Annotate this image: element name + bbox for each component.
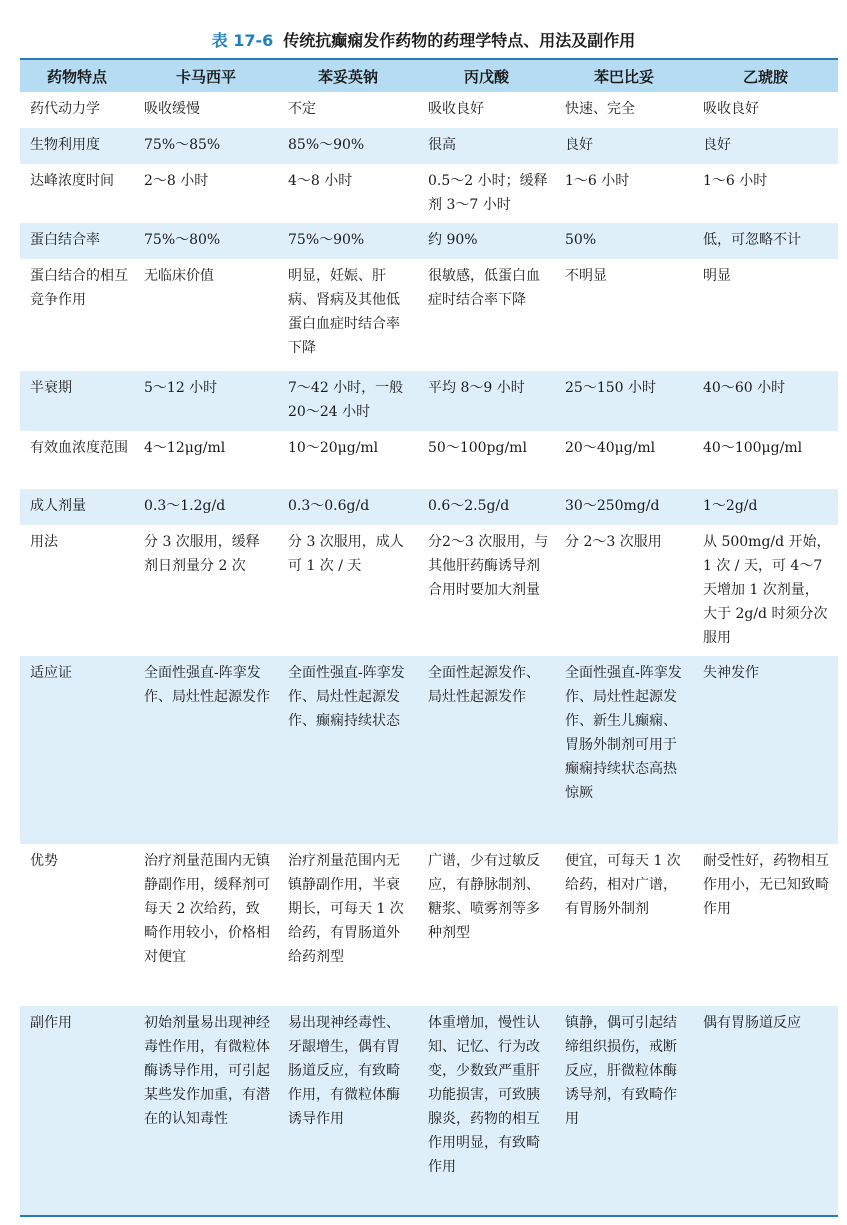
table-cell: 分 3 次服用，缓释剂日剂量分 2 次 [144,534,260,574]
table-cell: 7～42 小时，一般 20～24 小时 [278,371,418,431]
table-row [20,431,838,489]
table-cell: 5～12 小时 [134,371,278,431]
table-cell: 1～6 小时 [703,173,768,189]
row-label: 生物利用度 [20,128,134,164]
table-row [20,525,838,656]
table-cell: 无临床价值 [144,268,214,284]
table-cell: 失神发作 [693,656,838,844]
table-cell: 明显，妊娠、肝病、肾病及其他低蛋白血症时结合率下降 [288,268,400,356]
table-cell: 快速、完全 [565,101,635,117]
header-row [20,59,838,92]
table-row [20,489,838,525]
table-row [20,844,838,1006]
table-cell: 初始剂量易出现神经毒性作用，有微粒体酶诱导作用，可引起某些发作加重，有潜在的认知毒性 [134,1006,278,1216]
table-cell: 全面性强直-阵挛发作、局灶性起源发作、癫痫持续状态 [278,656,418,844]
table-cell: 分2～3 次服用，与其他肝药酶诱导剂合用时要加大剂量 [428,534,549,598]
table-row [20,128,838,164]
table-row [20,1006,838,1216]
header-carbamazepine: 卡马西平 [134,59,278,92]
table-cell: 25～150 小时 [555,371,693,431]
table-row [20,259,838,371]
table-cell: 易出现神经毒性、牙龈增生，偶有胃肠道反应，有致畸作用，有微粒体酶诱导作用 [278,1006,418,1216]
table-cell: 从 500mg/d 开始，1 次 / 天，可 4～7 天增加 1 次剂量，大于 2g/d 时须分次服用 [703,534,831,646]
header-valproate: 丙戊酸 [418,59,555,92]
table-row [20,164,838,223]
table-cell: 全面性强直-阵挛发作、局灶性起源发作、新生儿癫痫、胃肠外制剂可用于癫痫持续状态高热惊厥 [555,656,693,844]
drug-comparison-table [20,58,838,1217]
table-cell: 2～8 小时 [144,173,209,189]
table-cell: 0.3～1.2g/d [134,489,278,525]
table-cell: 便宜，可每天 1 次给药，相对广谱，有胃肠外制剂 [565,853,681,917]
table-cell: 明显 [703,268,731,284]
table-cell: 20～40μg/ml [565,440,656,456]
table-cell: 不定 [288,101,316,117]
table-cell: 0.5～2 小时；缓释剂 3～7 小时 [428,173,548,213]
header-ethosuximide: 乙琥胺 [693,59,838,92]
table-cell: 1～2g/d [693,489,838,525]
table-row [20,371,838,431]
row-label: 达峰浓度时间 [30,173,114,189]
table-title [0,28,847,51]
row-label: 蛋白结合的相互竞争作用 [30,268,128,308]
row-label: 成人剂量 [20,489,134,525]
table-cell: 良好 [555,128,693,164]
row-label: 优势 [30,853,58,869]
table-cell: 耐受性好，药物相互作用小，无已知致畸作用 [703,853,829,917]
table-row [20,92,838,128]
table-cell: 75%～80% [134,223,278,259]
row-label: 药代动力学 [30,101,100,117]
table-cell: 吸收缓慢 [144,101,200,117]
table-cell: 4～8 小时 [288,173,353,189]
table-cell: 良好 [693,128,838,164]
table-cell: 75%～90% [278,223,418,259]
table-cell: 体重增加，慢性认知、记忆、行为改变，少数致严重肝功能损害，可致胰腺炎，药物的相互作用明显，有致畸作用 [418,1006,555,1216]
table-cell: 分 3 次服用，成人可 1 次 / 天 [288,534,404,574]
table-cell: 不明显 [565,268,607,284]
table-cell: 50～100pg/ml [428,440,527,456]
table-cell: 分 2～3 次服用 [565,534,662,550]
table-cell: 镇静，偶可引起结缔组织损伤，戒断反应，肝微粒体酶诱导剂，有致畸作用 [555,1006,693,1216]
header-phenobarbital: 苯巴比妥 [555,59,693,92]
row-label: 半衰期 [20,371,134,431]
table-cell: 50% [555,223,693,259]
table-cell: 40～100μg/ml [703,440,803,456]
table-cell: 偶有胃肠道反应 [693,1006,838,1216]
row-label: 用法 [30,534,58,550]
table-cell: 广谱，少有过敏反应，有静脉制剂、糖浆、喷雾剂等多种剂型 [428,853,540,941]
table-cell: 吸收良好 [428,101,484,117]
table-cell: 低，可忽略不计 [693,223,838,259]
table-cell: 4～12μg/ml [144,440,226,456]
table-row [20,656,838,844]
table-header [20,59,838,92]
table-cell: 很敏感，低蛋白血症时结合率下降 [428,268,540,308]
table-caption: 传统抗癫痫发作药物的药理学特点、用法及副作用 [283,31,636,50]
table-cell: 治疗剂量范围内无镇静副作用，缓释剂可每天 2 次给药，致畸作用较小，价格相对便宜 [144,853,270,965]
table-cell: 40～60 小时 [693,371,838,431]
table-cell: 平均 8～9 小时 [418,371,555,431]
table-row [20,223,838,259]
header-feature: 药物特点 [20,59,134,92]
table-cell: 75%～85% [134,128,278,164]
row-label: 蛋白结合率 [20,223,134,259]
row-label: 适应证 [20,656,134,844]
table-cell: 很高 [418,128,555,164]
table-cell: 10～20μg/ml [288,440,379,456]
table-cell: 85%～90% [278,128,418,164]
header-phenytoin: 苯妥英钠 [278,59,418,92]
table-cell: 30～250mg/d [555,489,693,525]
table-cell: 全面性强直-阵挛发作、局灶性起源发作 [134,656,278,844]
table-cell: 约 90% [418,223,555,259]
table-cell: 治疗剂量范围内无镇静副作用，半衰期长，可每天 1 次给药，有胃肠道外给药剂型 [288,853,404,965]
table-cell: 吸收良好 [703,101,759,117]
table-number: 表 17-6 [211,31,274,50]
table-cell: 0.6～2.5g/d [418,489,555,525]
table-cell: 1～6 小时 [565,173,630,189]
row-label: 副作用 [20,1006,134,1216]
table-cell: 全面性起源发作、局灶性起源发作 [418,656,555,844]
row-label: 有效血浓度范围 [30,440,128,456]
table-cell: 0.3～0.6g/d [278,489,418,525]
table-body [20,92,838,1216]
